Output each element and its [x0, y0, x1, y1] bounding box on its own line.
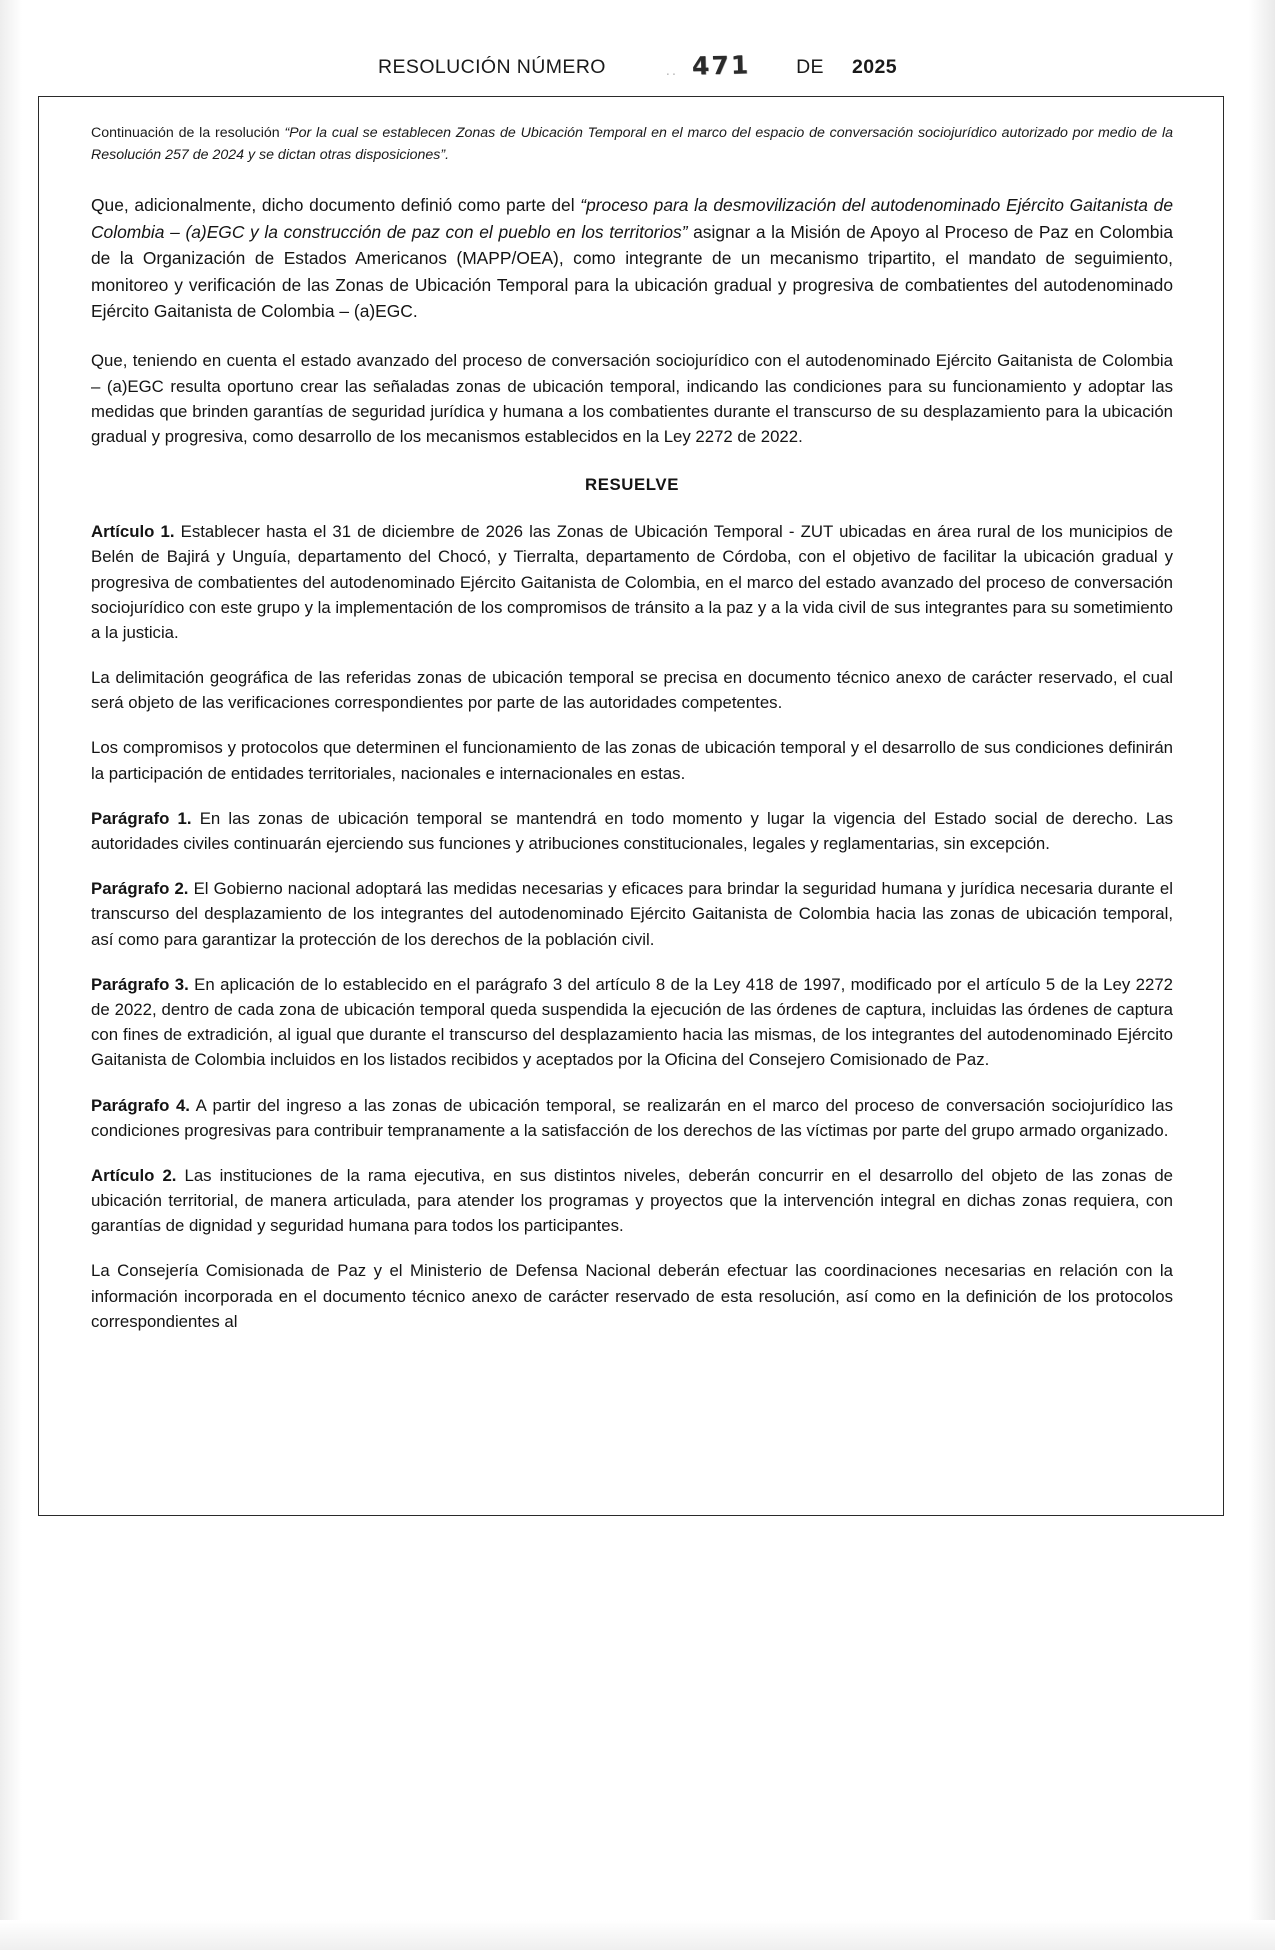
articulo-1-label: Artículo 1.	[91, 522, 175, 542]
paragraph-paragrafo-2	[91, 876, 1173, 952]
continuation-prefix: Continuación de la resolución	[91, 125, 285, 141]
paragrafo-4-text: A partir del ingreso a las zonas de ubicación temporal, se realizarán en el marco del proceso de conversación sociojurídico las condiciones progresivas para contribuir tempranamente a la satisfacción de los derechos de las víctimas por parte del grupo armado organizado.	[91, 1095, 1173, 1140]
articulo-2-label: Artículo 2.	[91, 1165, 177, 1185]
paragrafo-3-label: Parágrafo 3.	[91, 974, 189, 994]
paragrafo-2-text: El Gobierno nacional adoptará las medidas necesarias y eficaces para brindar la seguridad humana y jurídica necesaria durante el transcurso del desplazamiento de los integrantes del autodenominado Ejército Gaitanista de Colombia hacia las zonas de ubicación temporal, así como para garantizar la protección de los derechos de la población civil.	[91, 879, 1173, 949]
scan-edge-bottom	[0, 1920, 1275, 1950]
continuation-quoted-title: “Por la cual se establecen Zonas de Ubicación Temporal en el marco del espacio de conversación sociojurídico autorizado por medio de la Resolución 257 de 2024 y se dictan otras disposiciones”.	[91, 125, 1173, 163]
paragrafo-2-label: Parágrafo 2.	[91, 879, 189, 899]
paragraph-que-adicionalmente	[91, 192, 1173, 324]
header-title: RESOLUCIÓN NÚMERO	[378, 56, 606, 78]
paragraph-articulo-2	[91, 1163, 1173, 1239]
resuelve-heading: RESUELVE	[584, 475, 679, 495]
paragrafo-4-label: Parágrafo 4.	[91, 1095, 190, 1115]
content-frame	[38, 96, 1224, 1516]
paragraph-consejeria: La Consejería Comisionada de Paz y el Ministerio de Defensa Nacional deberán efectuar las coordinaciones necesarias en relación con la información incorporada en el documento técnico anexo de carácter reservado de esta resolución, así como en la definición de los protocolos correspondientes al	[91, 1261, 1173, 1331]
para-text-1: Que, adicionalmente, dicho documento definió como parte del	[91, 195, 581, 216]
resolution-header	[0, 50, 1275, 90]
paragraph-articulo-1	[91, 519, 1173, 645]
body-column	[91, 192, 1173, 1334]
header-smudge-mark: ..	[665, 62, 679, 79]
articulo-2-text: Las instituciones de la rama ejecutiva, en sus distintos niveles, deberán concurrir en el desarrollo del objeto de las zonas de ubicación territorial, de manera articulada, para atender los programas y proyectos que la intervención integral en dichas zonas requiera, con garantías de dignidad y seguridad humana para todos los participantes.	[91, 1165, 1173, 1236]
continuation-note	[91, 123, 1173, 166]
paragraph-delimitacion: La delimitación geográfica de las referidas zonas de ubicación temporal se precisa en documento técnico anexo de carácter reservado, el cual será objeto de las verificaciones correspondientes por parte de las autoridades competentes.	[91, 668, 1173, 713]
paragrafo-3-text: En aplicación de lo establecido en el parágrafo 3 del artículo 8 de la Ley 418 de 1997, modificado por el artículo 5 de la Ley 2272 de 2022, dentro de cada zona de ubicación temporal queda suspendida la ejecución de las órdenes de captura, incluidas las órdenes de captura con fines de extradición, al igual que durante el transcurso del desplazamiento hacia las mismas, de los integrantes del autodenominado Ejército Gaitanista de Colombia incluidos en los listados recibidos y aceptados por la Oficina del Consejero Comisionado de Paz.	[91, 974, 1173, 1070]
paragraph-paragrafo-4	[91, 1093, 1173, 1143]
resolution-number: 471	[691, 50, 751, 81]
paragraph-paragrafo-3	[91, 972, 1173, 1073]
frame-inner	[91, 123, 1173, 1354]
paragraph-paragrafo-1	[91, 806, 1173, 856]
scan-edge-right	[1249, 0, 1275, 1950]
paragrafo-1-text: En las zonas de ubicación temporal se mantendrá en todo momento y lugar la vigencia del Estado social de derecho. Las autoridades civiles continuarán ejerciendo sus funciones y atribuciones constitucionales, legales y reglamentarias, sin excepción.	[91, 808, 1173, 854]
scan-edge-left	[0, 0, 22, 1950]
paragrafo-1-label: Parágrafo 1.	[91, 808, 192, 828]
articulo-1-text: Establecer hasta el 31 de diciembre de 2026 las Zonas de Ubicación Temporal - ZUT ubicadas en área rural de los municipios de Belén de Bajirá y Unguía, departamento del Chocó, y Tierralta, departamento de Córdoba, con el objetivo de facilitar la ubicación gradual y progresiva de combatientes del autodenominado Ejército Gaitanista de Colombia, en el marco del estado avanzado del proceso de conversación sociojurídico con este grupo y la implementación de los compromisos de tránsito a la paz y a la vida civil de sus integrantes para su sometimiento a la justicia.	[91, 522, 1173, 642]
resolution-year: 2025	[851, 56, 897, 78]
header-de-label: DE	[796, 56, 824, 78]
para-italic-quote: “proceso para la desmovilización del autodenominado Ejército Gaitanista de Colombia – (a)EGC y la construcción de paz con el pueblo en los territorios”	[91, 195, 1174, 242]
paragraph-compromisos: Los compromisos y protocolos que determinen el funcionamiento de las zonas de ubicación temporal y el desarrollo de sus condiciones definirán la participación de entidades territoriales, nacionales e internacionales en estas.	[91, 738, 1173, 783]
paragraph-que-teniendo: Que, teniendo en cuenta el estado avanzado del proceso de conversación sociojurídico con el autodenominado Ejército Gaitanista de Colombia – (a)EGC resulta oportuno crear las señaladas zonas de ubicación temporal, indicando las condiciones para su funcionamiento y adoptar las medidas que brinden garantías de seguridad jurídica y humana a los combatientes durante el transcurso de su desplazamiento para la ubicación gradual y progresiva, como desarrollo de los mecanismos establecidos en la Ley 2272 de 2022.	[91, 351, 1173, 446]
para-text-2: asignar a la Misión de Apoyo al Proceso de Paz en Colombia de la Organización de Estados Americanos (MAPP/OEA), como integrante de un mecanismo tripartito, el mandato de seguimiento, monitoreo y verificación de las Zonas de Ubicación Temporal para la ubicación gradual y progresiva de combatientes del autodenominado Ejército Gaitanista de Colombia – (a)EGC.	[91, 221, 1173, 321]
